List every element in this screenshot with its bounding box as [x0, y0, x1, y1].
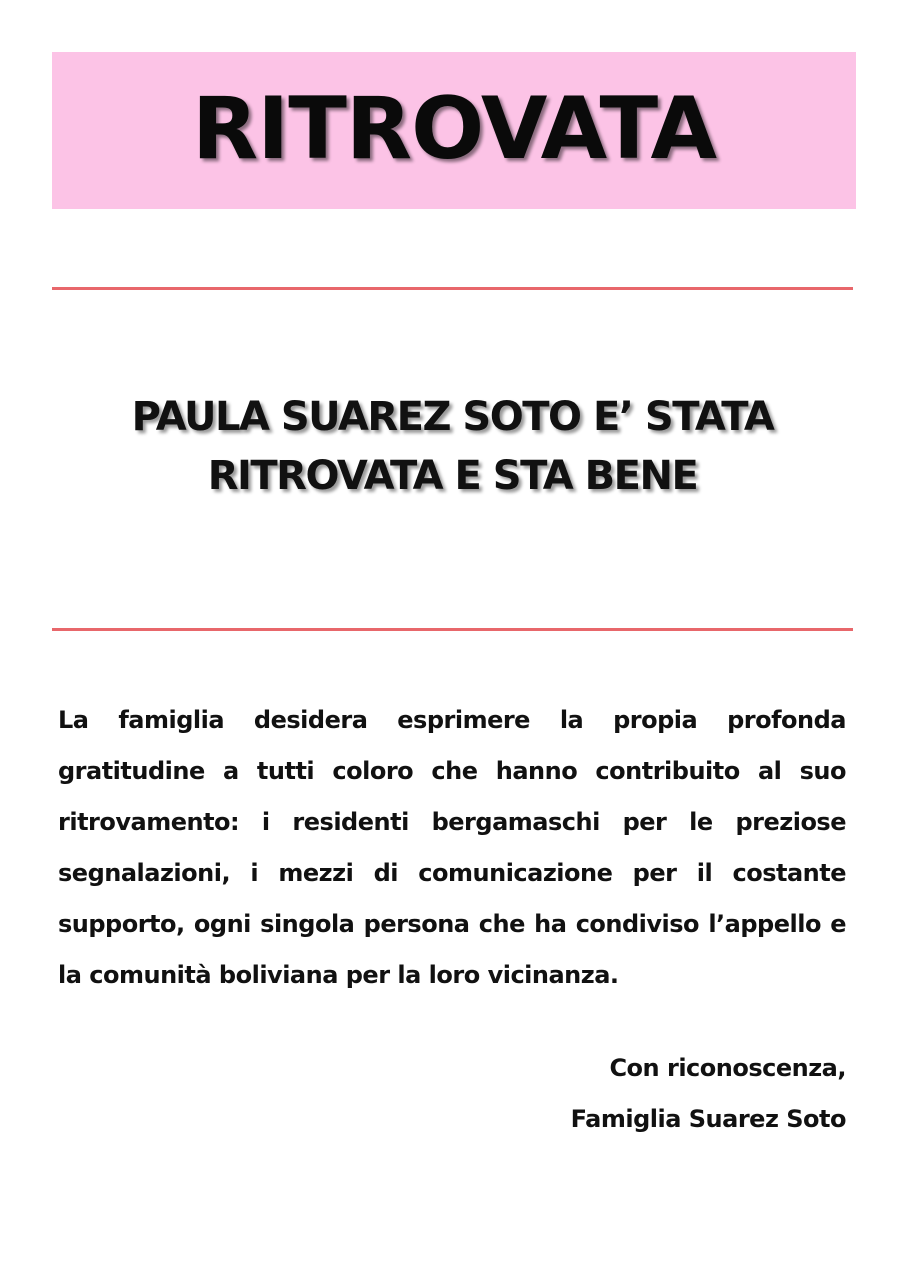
- thank-you-message: La famiglia desidera esprimere la propia profonda gratitudine a tutti coloro che hanno contribuito al suo ritrovamento: i residenti bergamaschi per le preziose segnalazioni, i mezzi di comunicazione per il costante supporto, ogni singola persona che ha condiviso l’appello e la comunità boliviana per la loro vicinanza.: [58, 706, 846, 989]
- headline-line-2: RITROVATA E STA BENE: [207, 453, 698, 499]
- signoff: [571, 1043, 846, 1145]
- closing-line: Con riconoscenza,: [609, 1054, 846, 1082]
- title-banner: [52, 52, 856, 209]
- headline-line-1: PAULA SUAREZ SOTO E’ STATA: [131, 394, 774, 440]
- headline: [52, 388, 853, 506]
- bottom-divider: [52, 628, 853, 631]
- banner-title: RITROVATA: [191, 78, 717, 179]
- signature-line: Famiglia Suarez Soto: [570, 1105, 846, 1133]
- top-divider: [52, 287, 853, 290]
